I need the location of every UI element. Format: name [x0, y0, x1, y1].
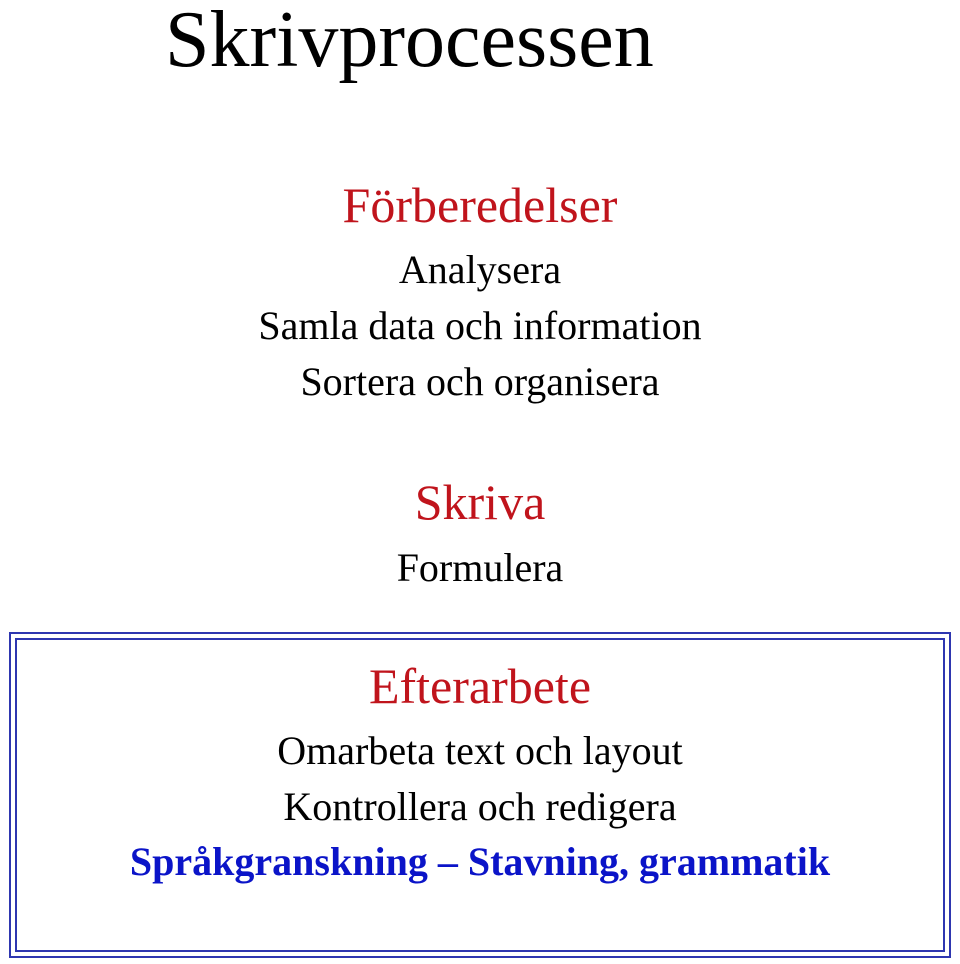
section-item: Kontrollera och redigera — [283, 784, 677, 829]
section-item: Omarbeta text och layout — [277, 728, 683, 773]
page-title: Skrivprocessen — [165, 0, 654, 84]
section-heading: Skriva — [414, 474, 546, 530]
section-heading: Förberedelser — [342, 177, 618, 233]
section-item: Formulera — [396, 545, 564, 590]
section-heading: Efterarbete — [368, 658, 592, 714]
section-item: Samla data och information — [258, 303, 702, 348]
section-item: Analysera — [398, 247, 562, 292]
emphasis-line: Språkgranskning – Stavning, grammatik — [129, 839, 831, 884]
section-item: Sortera och organisera — [300, 359, 660, 404]
